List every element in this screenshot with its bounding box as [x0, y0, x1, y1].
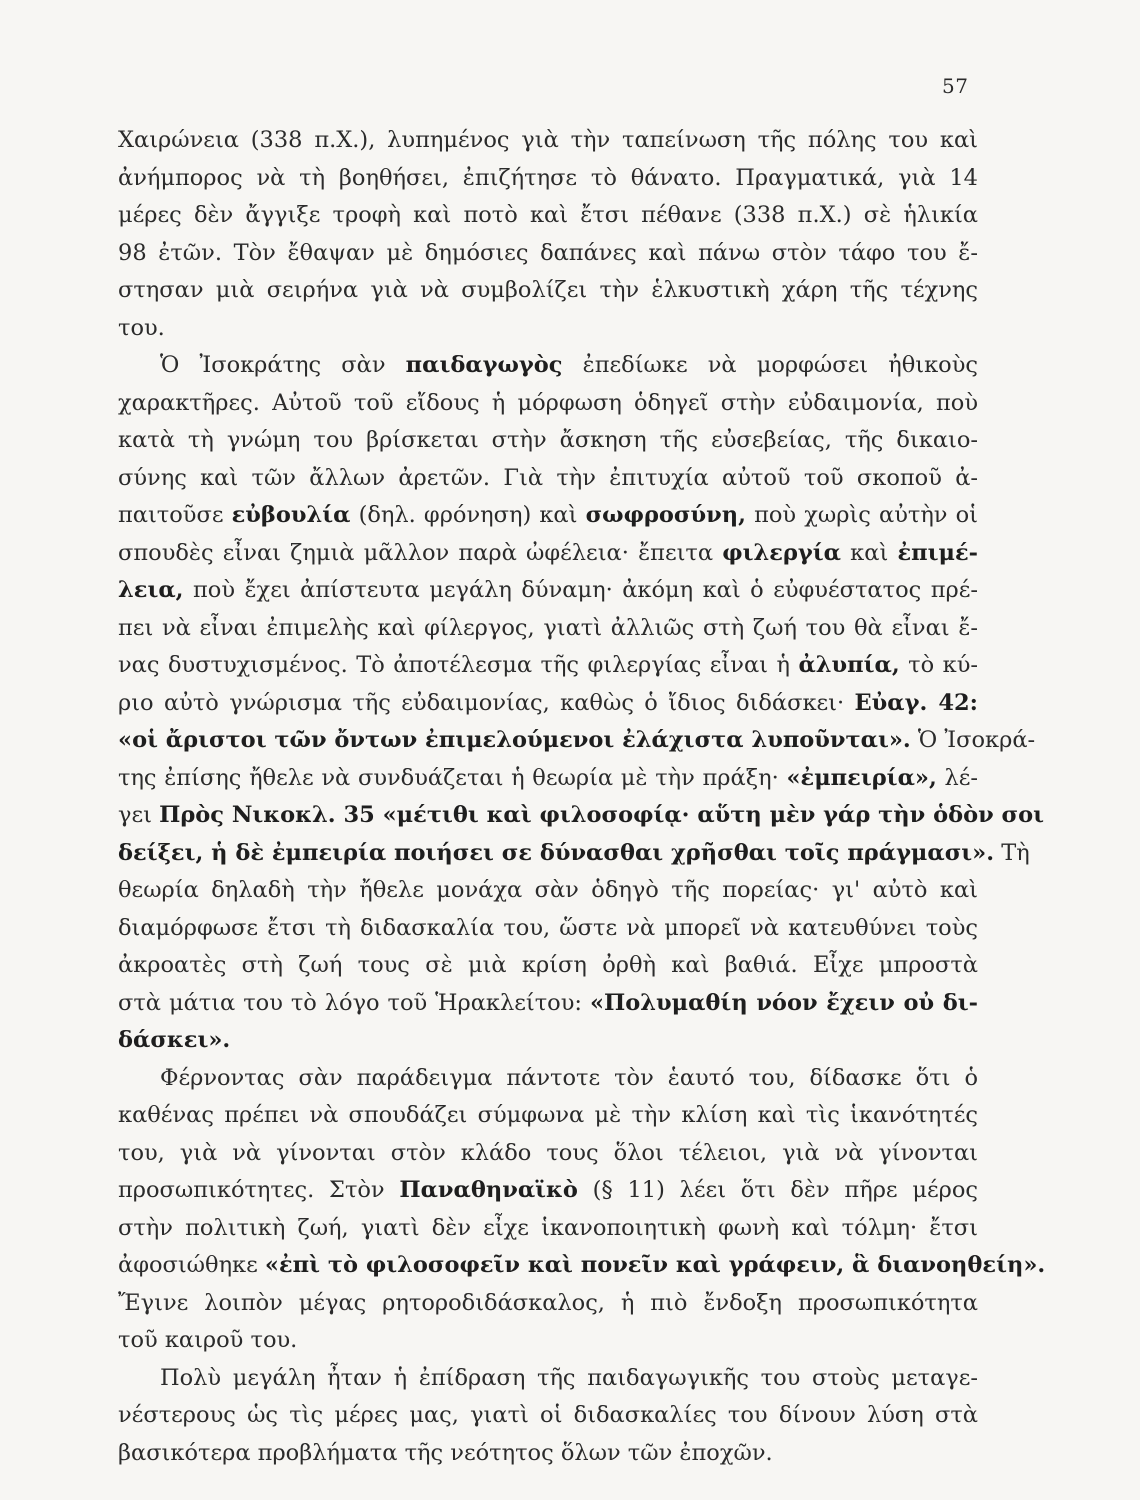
text-segment: προσωπικότητες. Στὸν [118, 1177, 400, 1203]
bold-term: εὐβουλία [231, 502, 351, 528]
text-line [118, 685, 978, 723]
text-line [118, 197, 978, 235]
text-segment: Χαιρώνεια (338 π.Χ.), λυπημένος γιὰ τὴν ταπείνωση τῆς πόλης του καὶ [118, 127, 978, 153]
text-segment: νας δυστυχισμένος. Τὸ ἀποτέλεσμα τῆς φιλεργίας εἶναι ἡ [118, 652, 799, 678]
text-line [118, 272, 978, 310]
text-line [118, 460, 978, 498]
text-line [118, 160, 978, 198]
text-segment: σπουδὲς εἶναι ζημιὰ μᾶλλον παρὰ ὠφέλεια· ἔπειτα [118, 539, 723, 566]
page-number: 57 [942, 74, 969, 98]
text-line [118, 835, 1030, 873]
text-segment: κατὰ τὴ γνώμη του βρίσκεται στὴν ἄσκηση τῆς εὐσεβείας, τῆς δικαιο- [118, 427, 978, 453]
text-line [118, 1135, 978, 1173]
text-segment: Φέρνοντας σὰν παράδειγμα πάντοτε τὸν ἑαυτό του, δίδασκε ὅτι ὁ [160, 1064, 978, 1091]
text-segment: Ἔγινε λοιπὸν μέγας ρητοροδιδάσκαλος, ἡ πιὸ ἔνδοξη προσωπικότητα [118, 1289, 978, 1316]
bold-term: Εὐαγ. 42: [854, 689, 978, 716]
text-segment: μέρες δὲν ἄγγιξε τροφὴ καὶ ποτὸ καὶ ἔτσι πέθανε (338 π.Χ.) σὲ ἡλικία [118, 202, 978, 228]
text-segment: βασικότερα προβλήματα τῆς νεότητος ὅλων τῶν ἐποχῶν. [118, 1439, 773, 1466]
text-segment: του. [118, 314, 165, 341]
text-line [118, 1060, 978, 1098]
text-line [118, 1397, 978, 1435]
text-segment: γει [118, 802, 160, 828]
text-segment: στησαν μιὰ σειρήνα γιὰ νὰ συμβολίζει τὴν ἑλκυστικὴ χάρη τῆς τέχνης [118, 277, 978, 303]
text-line [118, 122, 978, 160]
text-line [118, 235, 978, 273]
text-segment: Πολὺ μεγάλη ἦταν ἡ ἐπίδραση τῆς παιδαγωγικῆς του στοὺς μεταγε- [160, 1364, 978, 1391]
text-line [118, 1322, 978, 1360]
bold-term: σωφροσύνη, [585, 502, 746, 528]
text-segment: διαμόρφωσε ἔτσι τὴ διδασκαλία του, ὥστε νὰ μπορεῖ νὰ κατευθύνει τοὺς [118, 914, 978, 941]
text-segment: ἀφοσιώθηκε [118, 1252, 265, 1278]
text-segment: νέστερους ὡς τὶς μέρες μας, γιατὶ οἱ διδασκαλίες του δίνουν λύση στὰ [118, 1402, 978, 1428]
text-line [118, 347, 978, 385]
text-segment: σύνης καὶ τῶν ἄλλων ἀρετῶν. Γιὰ τὴν ἐπιτυχία αὐτοῦ τοῦ σκοποῦ ἀ- [118, 464, 978, 491]
text-line [118, 1247, 1046, 1285]
text-segment: παιτοῦσε [118, 502, 232, 528]
text-segment: ἀνήμπορος νὰ τὴ βοηθήσει, ἐπιζήτησε τὸ θάνατο. Πραγματικά, γιὰ 14 [118, 164, 978, 191]
text-line [118, 947, 978, 985]
text-line [118, 985, 978, 1023]
text-segment: στὴν πολιτικὴ ζωή, γιατὶ δὲν εἶχε ἱκανοποιητικὴ φωνὴ καὶ τόλμη· ἔτσι [118, 1214, 978, 1241]
text-segment: του, γιὰ νὰ γίνονται στὸν κλάδο τους ὅλοι τέλειοι, γιὰ νὰ γίνονται [118, 1139, 978, 1166]
text-line [118, 385, 978, 423]
text-line [118, 422, 978, 460]
text-line [118, 572, 978, 610]
text-line [118, 1097, 978, 1135]
text-line [118, 1360, 978, 1398]
bold-term: λεια, [118, 577, 184, 603]
text-segment: ποὺ χωρὶς αὐτὴν οἱ [745, 502, 978, 528]
text-segment: Ὁ Ἰσοκράτης σὰν [160, 352, 406, 378]
text-segment: καὶ [840, 539, 898, 566]
text-segment: στὰ μάτια του τὸ λόγο τοῦ Ἡρακλείτου: [118, 989, 590, 1016]
text-segment: Τὴ [994, 839, 1030, 866]
text-segment: χαρακτῆρες. Αὐτοῦ τοῦ εἴδους ἡ μόρφωση ὁδηγεῖ στὴν εὐδαιμονία, ποὺ [118, 389, 978, 416]
bold-term: δείξει, ἡ δὲ ἐμπειρία ποιήσει σε δύνασθαι χρῆσθαι τοῖς πράγμασι». [118, 839, 995, 866]
text-line [118, 1210, 978, 1248]
text-segment: τὸ κύ- [899, 652, 978, 678]
bold-term: δάσκει». [118, 1027, 231, 1053]
text-line [118, 610, 978, 648]
text-segment: λέ- [936, 764, 979, 791]
text-line [118, 910, 978, 948]
bold-term: Πρὸς Νικοκλ. 35 «μέτιθι καὶ φιλοσοφίᾳ· αὕτη μὲν γάρ τὴν ὁδὸν σοι [159, 802, 1045, 828]
text-segment: καθένας πρέπει νὰ σπουδάζει σύμφωνα μὲ τὴν κλίση καὶ τὶς ἱκανότητές [118, 1102, 978, 1128]
bold-term: παιδαγωγὸς [405, 352, 563, 378]
text-segment: θεωρία δηλαδὴ τὴν ἤθελε μονάχα σὰν ὁδηγὸ τῆς πορείας· γι' αὐτὸ καὶ [118, 877, 978, 903]
text-line [118, 310, 978, 348]
text-segment: ριο αὐτὸ γνώρισμα τῆς εὐδαιμονίας, καθὼς ὁ ἴδιος διδάσκει· [118, 689, 855, 716]
text-line [118, 497, 978, 535]
text-line [118, 722, 1036, 760]
text-line [118, 760, 978, 798]
text-segment: ποὺ ἔχει ἀπίστευτα μεγάλη δύναμη· ἀκόμη καὶ ὁ εὐφυέστατος πρέ- [183, 577, 978, 603]
text-line [118, 1285, 978, 1323]
bold-term: Παναθηναϊκὸ [399, 1177, 578, 1203]
text-segment: ἐπεδίωκε νὰ μορφώσει ἠθικοὺς [562, 352, 978, 378]
text-line [118, 872, 978, 910]
bold-term: «οἱ ἄριστοι τῶν ὄντων ἐπιμελούμενοι ἐλάχιστα λυποῦνται». [118, 727, 911, 753]
text-line [118, 1435, 978, 1473]
text-segment: (§ 11) λέει ὅτι δὲν πῆρε μέρος [577, 1177, 978, 1203]
bold-term: «ἐμπειρία», [786, 764, 937, 791]
text-segment: της ἐπίσης ἤθελε νὰ συνδυάζεται ἡ θεωρία μὲ τὴν πράξη· [118, 764, 787, 791]
bold-term: φιλεργία [722, 539, 841, 566]
text-line [118, 797, 1045, 835]
text-line [118, 1172, 978, 1210]
bold-term: ἐπιμέ- [897, 539, 978, 566]
bold-term: «ἐπὶ τὸ φιλοσοφεῖν καὶ πονεῖν καὶ γράφειν, ἃ διανοηθείη». [264, 1252, 1046, 1278]
text-segment: (δηλ. φρόνηση) καὶ [350, 502, 586, 528]
body-text [118, 122, 1046, 1472]
text-segment: ἀκροατὲς στὴ ζωή τους σὲ μιὰ κρίση ὀρθὴ καὶ βαθιά. Εἶχε μπροστὰ [118, 952, 978, 978]
text-line [118, 647, 978, 685]
text-segment: Ὁ Ἰσοκρά- [910, 727, 1036, 753]
bold-term: «Πολυμαθίη νόον ἔχειν οὐ δι- [589, 989, 978, 1016]
text-line [118, 1022, 978, 1060]
bold-term: ἀλυπία, [798, 652, 900, 678]
text-segment: πει νὰ εἶναι ἐπιμελὴς καὶ φίλεργος, γιατὶ ἀλλιῶς στὴ ζωή του θὰ εἶναι ἔ- [118, 614, 978, 641]
text-line [118, 535, 978, 573]
text-segment: τοῦ καιροῦ του. [118, 1327, 298, 1353]
text-segment: 98 ἐτῶν. Τὸν ἔθαψαν μὲ δημόσιες δαπάνες καὶ πάνω στὸν τάφο του ἔ- [118, 239, 978, 266]
